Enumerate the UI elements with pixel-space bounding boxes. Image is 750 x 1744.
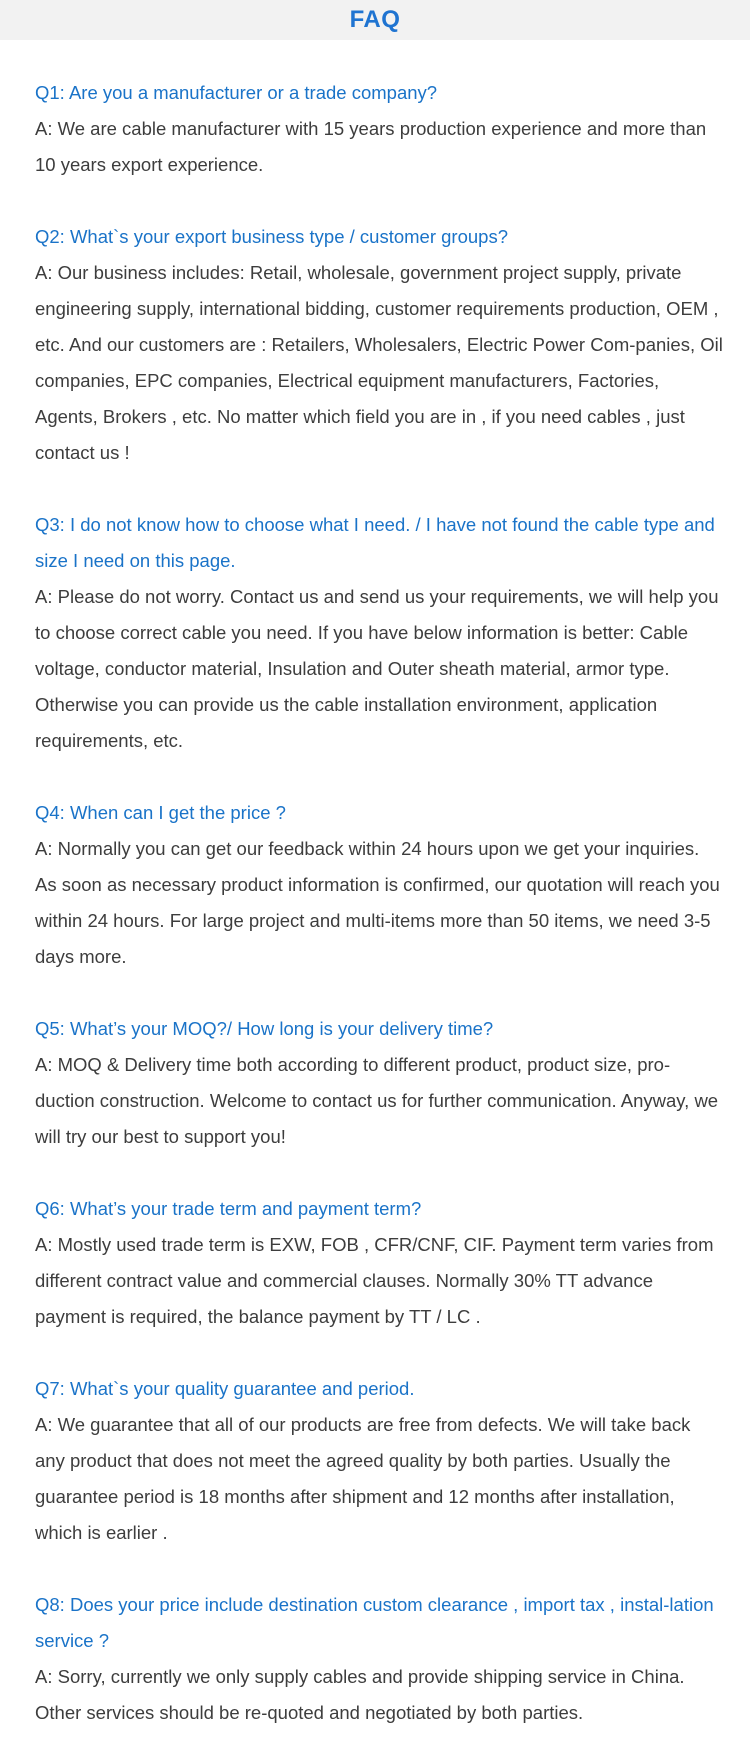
faq-item-5	[35, 1011, 725, 1155]
faq-item-1	[35, 75, 725, 183]
faq-item-6	[35, 1191, 725, 1335]
page-title: FAQ	[349, 6, 401, 33]
faq-item-2	[35, 219, 725, 471]
faq-item-3	[35, 507, 725, 759]
faq-question: Q3: I do not know how to choose what I need. / I have not found the cable type and size I need on this page.	[35, 514, 715, 571]
faq-list	[35, 75, 725, 1731]
faq-answer: A: We guarantee that all of our products are free from defects. We will take back any product that does not meet the agreed quality by both parties. Usually the guarantee period is 18 months after shipment and 12 months after installation, which is earlier .	[35, 1414, 691, 1543]
faq-answer: A: Our business includes: Retail, wholesale, government project supply, private engineering supply, international bidding, customer requirements production, OEM , etc. And our customers are : Retailers, Wholesalers, Electric Power Com-panies, Oil companies, EPC companies, Electrical equipment manufacturers, Factories, Agents, Brokers , etc. No matter which field you are in , if you need cables , just contact us !	[35, 262, 723, 463]
faq-question: Q5: What’s your MOQ?/ How long is your delivery time?	[35, 1018, 494, 1039]
faq-answer: A: Please do not worry. Contact us and send us your requirements, we will help you to choose correct cable you need. If you have below information is better: Cable voltage, conductor material, Insulation and Outer sheath material, armor type. Otherwise you can provide us the cable installation environment, application requirements, etc.	[35, 586, 719, 751]
faq-question: Q4: When can I get the price ?	[35, 802, 286, 823]
faq-item-8	[35, 1587, 725, 1731]
faq-answer: A: Sorry, currently we only supply cables and provide shipping service in China. Other services should be re-quoted and negotiated by both parties.	[35, 1666, 685, 1723]
faq-question: Q1: Are you a manufacturer or a trade company?	[35, 82, 438, 103]
faq-question: Q8: Does your price include destination custom clearance , import tax , instal-lation service ?	[35, 1594, 714, 1651]
faq-question: Q7: What`s your quality guarantee and period.	[35, 1378, 415, 1399]
faq-answer: A: MOQ & Delivery time both according to different product, product size, pro-duction construction. Welcome to contact us for further communication. Anyway, we will try our best to support you!	[35, 1054, 719, 1147]
faq-item-4	[35, 795, 725, 975]
faq-question: Q2: What`s your export business type / customer groups?	[35, 226, 508, 247]
faq-answer: A: We are cable manufacturer with 15 years production experience and more than 10 years export experience.	[35, 118, 707, 175]
page-header	[0, 0, 750, 40]
faq-answer: A: Mostly used trade term is EXW, FOB , CFR/CNF, CIF. Payment term varies from different contract value and commercial clauses. Normally 30% TT advance payment is required, the balance payment by TT / LC .	[35, 1234, 714, 1327]
faq-question: Q6: What’s your trade term and payment term?	[35, 1198, 422, 1219]
faq-item-7	[35, 1371, 725, 1551]
faq-answer: A: Normally you can get our feedback within 24 hours upon we get your inquiries. As soon as necessary product information is confirmed, our quotation will reach you within 24 hours. For large project and multi-items more than 50 items, we need 3-5 days more.	[35, 838, 720, 967]
